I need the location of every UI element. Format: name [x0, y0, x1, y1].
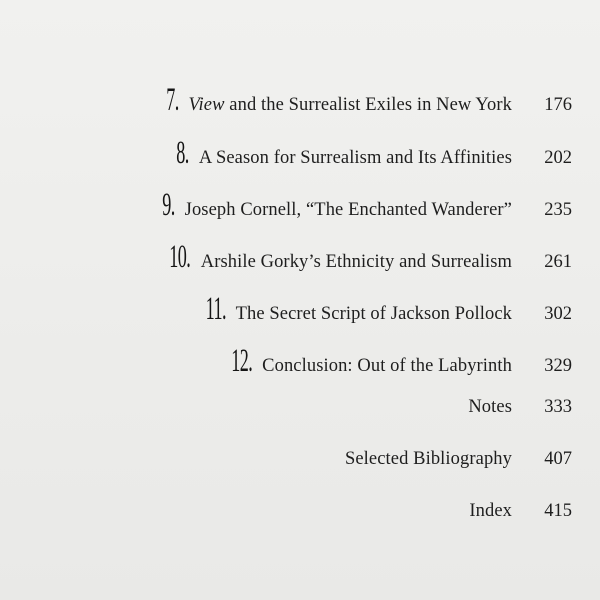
chapter-title-text: and the Surrealist Exiles in New York: [224, 95, 512, 115]
page-number: 176: [544, 95, 572, 115]
chapter-title-italic: View: [188, 95, 225, 115]
chapter-number: 11.: [205, 291, 226, 327]
page-number: 329: [544, 356, 572, 376]
toc-entry-chapter-10: [152, 239, 572, 279]
chapter-title: Joseph Cornell, “The Enchanted Wanderer”: [184, 200, 512, 220]
chapter-title: Arshile Gorky’s Ethnicity and Surrealism: [200, 252, 512, 272]
chapter-title: Conclusion: Out of the Labyrinth: [262, 356, 512, 376]
toc-entry-notes: [468, 397, 572, 437]
chapter-number: 7.: [166, 82, 179, 118]
chapter-number: 12.: [231, 343, 253, 379]
page-number: 333: [544, 397, 572, 417]
toc-entry-index: [469, 501, 572, 541]
toc-entry-chapter-11: [189, 291, 572, 331]
section-title: Notes: [468, 397, 512, 417]
toc-entry-chapter-9: [152, 187, 572, 227]
section-title: Index: [469, 501, 512, 521]
toc-entry-chapter-8: [166, 135, 572, 175]
chapter-number: 10.: [169, 239, 191, 275]
chapter-title: A Season for Surrealism and Its Affinities: [198, 148, 512, 168]
chapter-title: [189, 95, 512, 116]
toc-entry-chapter-7: [156, 82, 572, 122]
chapter-number: 8.: [176, 135, 189, 171]
page-number: 202: [544, 148, 572, 168]
page-number: 302: [544, 304, 572, 324]
toc-entry-bibliography: [345, 449, 572, 489]
chapter-title: The Secret Script of Jackson Pollock: [235, 304, 512, 324]
chapter-number: 9.: [162, 187, 175, 223]
page-number: 261: [544, 252, 572, 272]
page-number: 407: [544, 449, 572, 469]
toc-entry-chapter-12: [214, 343, 572, 383]
page-number: 235: [544, 200, 572, 220]
section-title: Selected Bibliography: [344, 449, 512, 469]
page-number: 415: [544, 501, 572, 521]
